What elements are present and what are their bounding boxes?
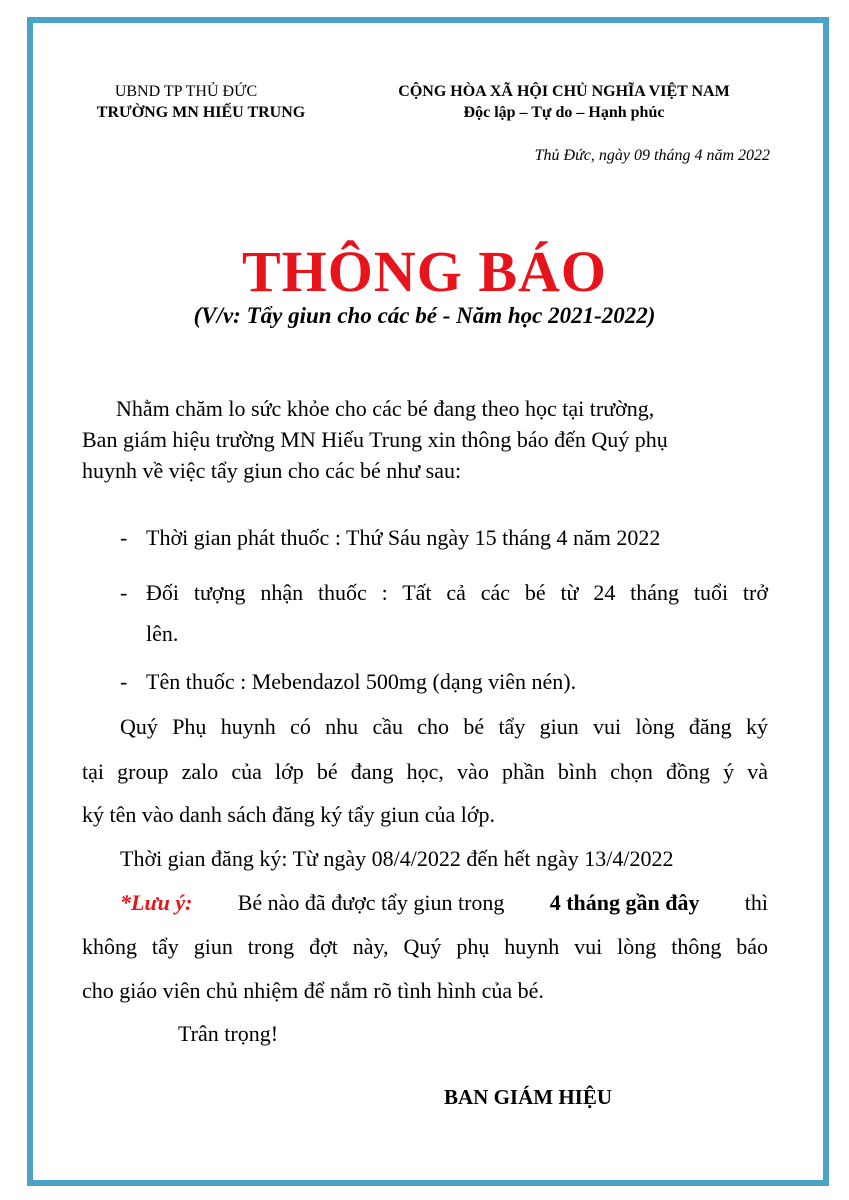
bullet-item-2-line-1: Đối tượng nhận thuốc : Tất cả các bé từ 24 tháng tuổi trở	[146, 580, 768, 605]
intro-line-1: Nhằm chăm lo sức khỏe cho các bé đang theo học tại trường,	[116, 396, 655, 421]
bullet-item-1: Thời gian phát thuốc : Thứ Sáu ngày 15 tháng 4 năm 2022	[146, 525, 661, 550]
note-line-2: không tẩy giun trong đợt này, Quý phụ huynh vui lòng thông báo	[82, 934, 768, 959]
register-line-2: tại group zalo của lớp bé đang học, vào phần bình chọn đồng ý và	[82, 759, 768, 784]
note-line-1	[120, 887, 768, 918]
note-text-post: thì	[744, 890, 768, 915]
national-title: CỘNG HÒA XÃ HỘI CHỦ NGHĨA VIỆT NAM	[398, 83, 730, 100]
register-line-3: ký tên vào danh sách đăng ký tẩy giun của lớp.	[82, 802, 496, 827]
register-line-1: Quý Phụ huynh có nhu cầu cho bé tẩy giun vui lòng đăng ký	[120, 714, 768, 739]
intro-line-3: huynh về việc tẩy giun cho các bé như sau:	[82, 458, 462, 483]
document-date: Thủ Đức, ngày 09 tháng 4 năm 2022	[534, 147, 770, 164]
district-name: UBND TP THỦ ĐỨC	[114, 83, 258, 100]
bullet-dash-3: -	[120, 669, 128, 694]
bullet-dash-2: -	[120, 580, 128, 605]
document-subtitle: (V/v: Tẩy giun cho các bé - Năm học 2021-2022)	[193, 303, 656, 328]
registration-period: Thời gian đăng ký: Từ ngày 08/4/2022 đến hết ngày 13/4/2022	[120, 846, 674, 871]
closing-greeting: Trân trọng!	[178, 1021, 279, 1046]
note-label: *Lưu ý:	[120, 890, 193, 915]
note-line-3: cho giáo viên chủ nhiệm để nắm rõ tình hình của bé.	[82, 978, 544, 1003]
document-title: THÔNG BÁO	[241, 239, 608, 304]
signature-block: BAN GIÁM HIỆU	[444, 1085, 613, 1109]
bullet-item-3: Tên thuốc : Mebendazol 500mg (dạng viên nén).	[146, 669, 577, 694]
note-text-pre: Bé nào đã được tẩy giun trong	[237, 890, 505, 915]
note-emphasis: 4 tháng gần đây	[549, 890, 700, 915]
school-name: TRƯỜNG MN HIẾU TRUNG	[96, 104, 306, 121]
intro-line-2: Ban giám hiệu trường MN Hiếu Trung xin thông báo đến Quý phụ	[82, 427, 668, 452]
national-motto: Độc lập – Tự do – Hạnh phúc	[463, 104, 665, 121]
bullet-item-2-line-2: lên.	[146, 621, 179, 646]
bullet-dash-1: -	[120, 525, 128, 550]
